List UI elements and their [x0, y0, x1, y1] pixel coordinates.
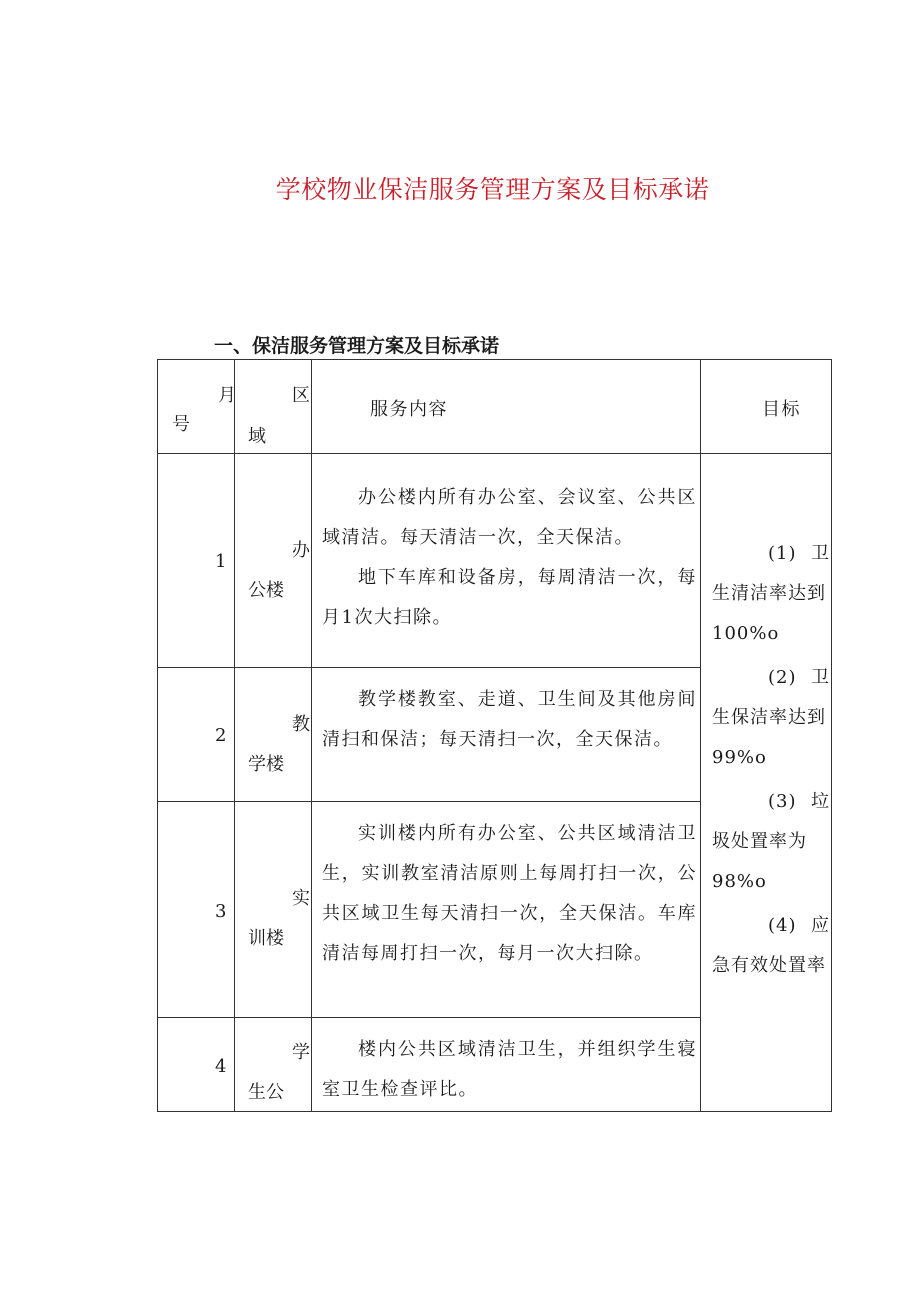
goal-text-start: 卫 [811, 543, 830, 564]
table-col-divider [311, 359, 312, 1112]
row-area-top: 学 [292, 1042, 310, 1063]
row-content [322, 814, 697, 974]
goal-item [712, 906, 830, 986]
table-border-right [831, 359, 832, 1112]
content-paragraph: 教学楼教室、走道、卫生间及其他房间清扫和保洁；每天清扫一次，全天保洁。 [322, 689, 697, 750]
row-number: 3 [215, 901, 227, 922]
table-col-divider [234, 359, 235, 1112]
table-col-divider [700, 359, 701, 1112]
header-area-top: 区 [292, 385, 310, 406]
goal-text: 生清洁率达到100%o [712, 583, 826, 644]
goals-list [712, 534, 830, 986]
row-area-bottom: 学楼 [248, 754, 284, 775]
header-goal: 目标 [762, 399, 801, 420]
content-paragraph: 实训楼内所有办公室、公共区域清洁卫生，实训教室清洁原则上每周打扫一次，公共区域卫生每天清扫一次，全天保洁。车库清洁每周打扫一次，每月一次大扫除。 [322, 823, 697, 964]
row-area-bottom: 生公 [248, 1082, 284, 1103]
goal-item [712, 658, 830, 778]
section-heading: 一、保洁服务管理方案及目标承诺 [214, 335, 500, 357]
content-paragraph: 地下车库和设备房，每周清洁一次，每月1次大扫除。 [322, 567, 697, 628]
goal-item [712, 534, 830, 654]
row-content [322, 680, 697, 760]
goal-text: 生保洁率达到99%o [712, 707, 826, 768]
table-row-divider [157, 1017, 700, 1018]
goal-label: (2) [768, 667, 797, 688]
header-area-bottom: 域 [248, 426, 266, 447]
goal-text: 急有效处置率 [712, 955, 826, 976]
table-border-left [157, 359, 158, 1112]
row-content [322, 478, 697, 638]
header-seq-top: 月 [218, 385, 236, 406]
goal-text-start: 卫 [811, 667, 830, 688]
table-border-top [157, 359, 832, 360]
goal-text: 圾处置率为98%o [712, 831, 807, 892]
goal-text-start: 垃 [811, 791, 830, 812]
goal-label: (1) [768, 543, 797, 564]
content-paragraph: 楼内公共区域清洁卫生，并组织学生寝室卫生检查评比。 [322, 1039, 697, 1100]
row-number: 2 [215, 725, 227, 746]
row-area-top: 教 [292, 714, 310, 735]
goal-label: (3) [768, 791, 797, 812]
row-area-bottom: 训楼 [248, 928, 284, 949]
goal-text-start: 应 [811, 915, 830, 936]
table-row-divider [157, 667, 700, 668]
content-paragraph: 办公楼内所有办公室、会议室、公共区域清洁。每天清洁一次，全天保洁。 [322, 487, 697, 548]
table-row-divider [157, 453, 832, 454]
row-number: 4 [215, 1056, 227, 1077]
row-number: 1 [215, 551, 227, 572]
goal-item [712, 782, 830, 902]
header-content: 服务内容 [370, 399, 448, 420]
document-title: 学校物业保洁服务管理方案及目标承诺 [275, 175, 710, 204]
goal-label: (4) [768, 915, 797, 936]
row-area-bottom: 公楼 [248, 580, 284, 601]
row-area-top: 实 [292, 888, 310, 909]
table-border-bottom [157, 1111, 832, 1112]
row-content [322, 1030, 697, 1110]
table-row-divider [157, 801, 700, 802]
header-seq-bottom: 号 [172, 414, 190, 435]
row-area-top: 办 [292, 540, 310, 561]
